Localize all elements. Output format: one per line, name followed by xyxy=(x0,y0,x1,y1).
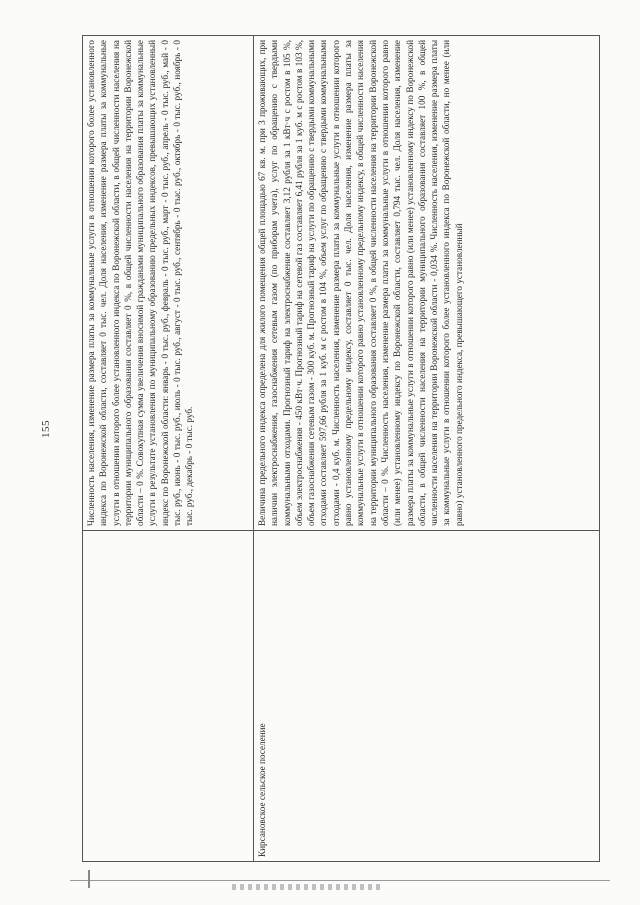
utility-index-table xyxy=(82,35,600,862)
municipality-name-cell: Кирсановское сельское поселение xyxy=(254,531,600,862)
rotated-table-container xyxy=(82,40,599,862)
description-cell: Величина предельного индекса определена для жилого помещения общей площадью 67 кв. м. при 3 проживающих, при наличии электроснабжения, газоснабжения сетевым газом (по приборам учета), услуг по обращению с твердыми коммунальными отходами. Прогнозный тариф на электроснабжение составляет 3,12 рубля за 1 кВт·ч с ростом в 105 %, объем электроснабжения - 450 кВт·ч. Прогнозный тариф на сетевой газ составляет 6,41 рубля за 1 куб. м с ростом в 103 %, объем газоснабжения сетевым газом - 300 куб. м. Прогнозный тариф на услуги по обращению с твердыми коммунальными отходами составляет 597,66 рубля за 1 куб. м с ростом в 104 %, объем услуг по обращению с твердыми коммунальными отходами - 0,4 куб. м. Численность населения, изменение размера платы за коммунальные услуги в отношении которого равно установленному предельному индексу, составляет 0 тыс. чел. Доля населения, изменение размера платы за коммунальные услуги в отношении которого равно установленному предельному индексу, в общей численности населения на территории муниципального образования составляет 0 %, в общей численности населения на территории Воронежской области – 0 %. Численность населения, изменение размера платы за коммунальные услуги в отношении которого равно (или менее) установленному индексу по Воронежской области, составляет 0,794 тыс. чел. Доля населения, изменение размера платы за коммунальные услуги в отношении которого равно (или менее) установленному индексу по Воронежской области, в общей численности населения на территории муниципального образования составляет 100 %, в общей численности населения на территории Воронежской области - 0,034 %. Численность населения, изменение размера платы за коммунальные услуги в отношении которого более установленного индекса по Воронежской области, но менее (или равно) установленного предельного индекса, превышающего установленный xyxy=(254,36,600,531)
scan-artifact-marks xyxy=(232,884,382,890)
page-number: 155 xyxy=(40,420,52,438)
scan-edge-mark xyxy=(88,870,90,888)
scan-bottom-rule xyxy=(70,880,610,881)
table-row xyxy=(83,36,254,862)
table-row xyxy=(254,36,600,862)
municipality-name-cell xyxy=(83,531,254,862)
description-cell: Численность населения, изменение размера платы за коммунальные услуги в отношении которого более установленного индекса по Воронежской области, составляет 0 тыс. чел. Доля населения, изменение размера платы за коммунальные услуги в отношении которого более установленного индекса по Воронежской области, в общей численности населения на территории муниципального образования составляет 0 %, в общей численности населения на территории Воронежской области – 0 %. Совокупная сумма увеличения вносимой гражданами муниципального образования платы за коммунальные услуги в результате установления по муниципальному образованию предельных индексов, превышающих установленный индекс по Воронежской области: январь - 0 тыс. руб., февраль - 0 тыс. руб., март - 0 тыс. руб., апрель - 0 тыс. руб., май - 0 тыс. руб., июнь - 0 тыс. руб., июль - 0 тыс. руб., август - 0 тыс. руб., сентябрь - 0 тыс. руб., октябрь - 0 тыс. руб., ноябрь - 0 тыс. руб., декабрь - 0 тыс. руб. xyxy=(83,36,254,531)
